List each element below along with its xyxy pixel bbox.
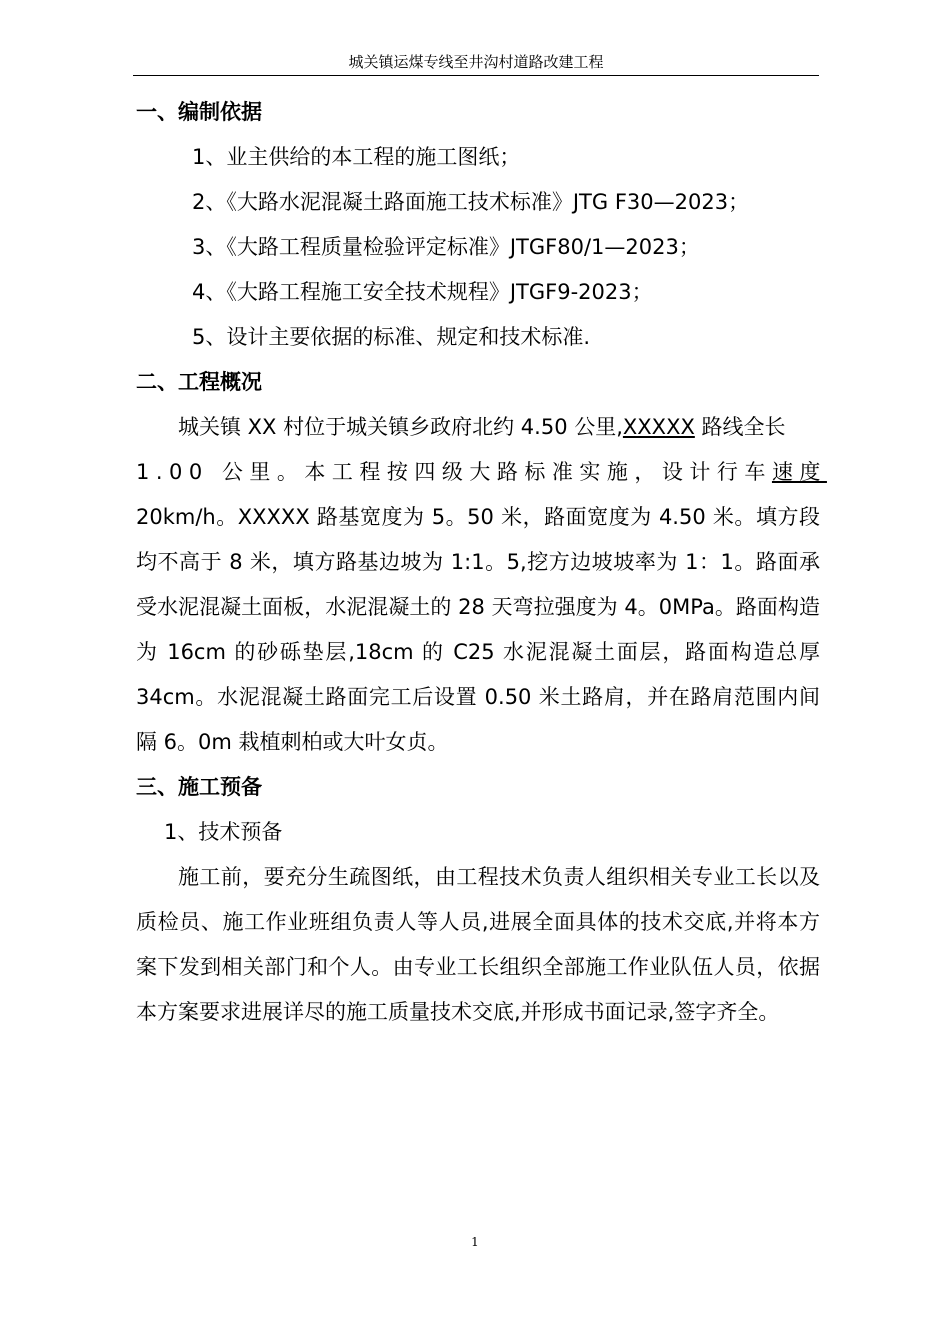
basis-item-5: 5、设计主要依据的标准、规定和技术标准. xyxy=(192,325,591,349)
overview-line-1 xyxy=(136,405,820,450)
header-divider xyxy=(133,75,819,76)
overview-line-1-post: 路线全长 xyxy=(694,415,786,439)
basis-item-4: 4、《大路工程施工安全技术规程》JTGF9-2023； xyxy=(192,280,653,304)
overview-underlined-speed: 速度 xyxy=(771,460,827,484)
document-body xyxy=(136,90,827,1035)
preparation-sub-heading: 1、技术预备 xyxy=(164,820,283,844)
overview-underlined-road-name: XXXXX xyxy=(622,415,695,439)
overview-line-2-pre: 1.00 公里。本工程按四级大路标准实施，设计行车 xyxy=(136,460,772,484)
basis-item-1: 1、业主供给的本工程的施工图纸； xyxy=(192,145,521,169)
overview-line-1-pre: 城关镇 XX 村位于城关镇乡政府北约 4.50 公里, xyxy=(178,415,623,439)
basis-item-3: 3、《大路工程质量检验评定标准》JTGF80/1—2023； xyxy=(192,235,700,259)
section-heading-preparation: 三、施工预备 xyxy=(136,775,262,799)
section-heading-basis: 一、编制依据 xyxy=(136,100,262,124)
preparation-paragraph: 施工前，要充分生疏图纸，由工程技术负责人组织相关专业工长以及质检员、施工作业班组负责人等人员,进展全面具体的技术交底,并将本方案下发到相关部门和个人。由专业工长组织全部施工作业队伍人员，依据本方案要求进展详尽的施工质量技术交底,并形成书面记录,签字齐全。 xyxy=(136,865,820,1024)
overview-line-2 xyxy=(136,450,827,495)
overview-paragraph-rest: 20km/h。XXXXX 路基宽度为 5。50 米，路面宽度为 4.50 米。填方段均不高于 8 米，填方路基边坡为 1:1。5,挖方边坡坡率为 1：1。路面承受水泥混凝土面板，水泥混凝土的 28 天弯拉强度为 4。0MPa。路面构造为 16cm 的砂砾垫层,18cm 的 C25 水泥混凝土面层，路面构造总厚 34cm。水泥混凝土路面完工后设置 0.50 米土路肩，并在路肩范围内间隔 6。0m 栽植刺柏或大叶女贞。 xyxy=(136,505,820,754)
basis-item-2: 2、《大路水泥混凝土路面施工技术标准》JTG F30—2023； xyxy=(192,190,750,214)
page-header-title: 城关镇运煤专线至井沟村道路改建工程 xyxy=(348,53,604,71)
section-heading-overview: 二、工程概况 xyxy=(136,370,262,394)
page-number: 1 xyxy=(471,1235,479,1249)
